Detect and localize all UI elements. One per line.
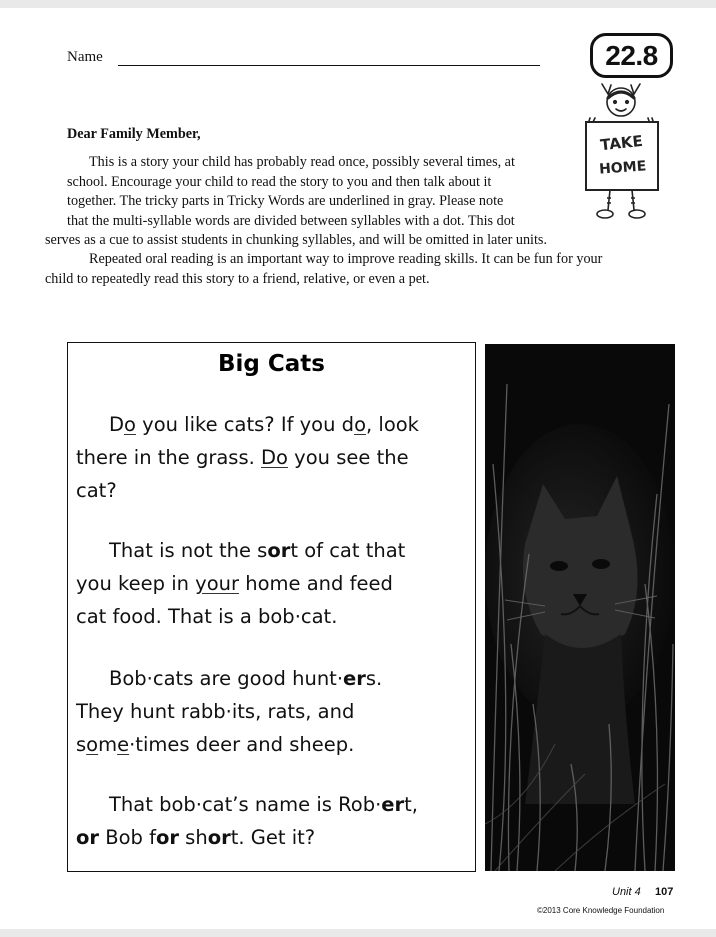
- page-bottom-edge: [0, 929, 716, 937]
- footer-page-number: 107: [655, 886, 674, 898]
- story-title: Big Cats: [218, 351, 325, 377]
- letter-greeting: Dear Family Member,: [67, 126, 201, 142]
- story-paragraph-4: That bob·cat’s name is Rob·ert, or Bob for short. Get it?: [76, 793, 418, 849]
- letter-paragraph-2: Repeated oral reading is an important way to improve reading skills. It can be fun for your child to repeatedly read this story to a friend, relative, or even a pet.: [45, 251, 603, 287]
- take-home-sign-line1: TAKE: [599, 131, 644, 155]
- page-top-edge: [0, 0, 716, 8]
- footer-unit-label: Unit 4: [612, 886, 641, 898]
- footer-copyright: ©2013 Core Knowledge Foundation: [537, 906, 665, 915]
- story-paragraph-2: That is not the sort of cat that you keep in your home and feed cat food. That is a bob·cat.: [76, 539, 406, 628]
- family-letter: [45, 125, 667, 289]
- story-paragraph-1: Do you like cats? If you do, look there in the grass. Do you see the cat?: [76, 413, 419, 502]
- lesson-number-badge: 22.8: [590, 33, 673, 78]
- story-paragraph-3: Bob·cats are good hunt·ers. They hunt rabb·its, rats, and some·times deer and sheep.: [76, 667, 383, 756]
- letter-paragraph-1: This is a story your child has probably read once, possibly several times, at school. Encourage your child to read the story to you and then talk about it together. The tricky parts in Tricky Words are underlined in gray. Please note that the multi-syllable words are divided between syllables with a dot. This dot serves as a cue to assist students in chunking syllables, and will be omitted in later units.: [45, 154, 547, 249]
- story-box: [67, 342, 476, 872]
- take-home-sign-line2: HOME: [598, 158, 647, 178]
- name-input-line[interactable]: [118, 65, 540, 66]
- bobcat-photo: [485, 344, 675, 871]
- name-label: Name: [67, 49, 103, 65]
